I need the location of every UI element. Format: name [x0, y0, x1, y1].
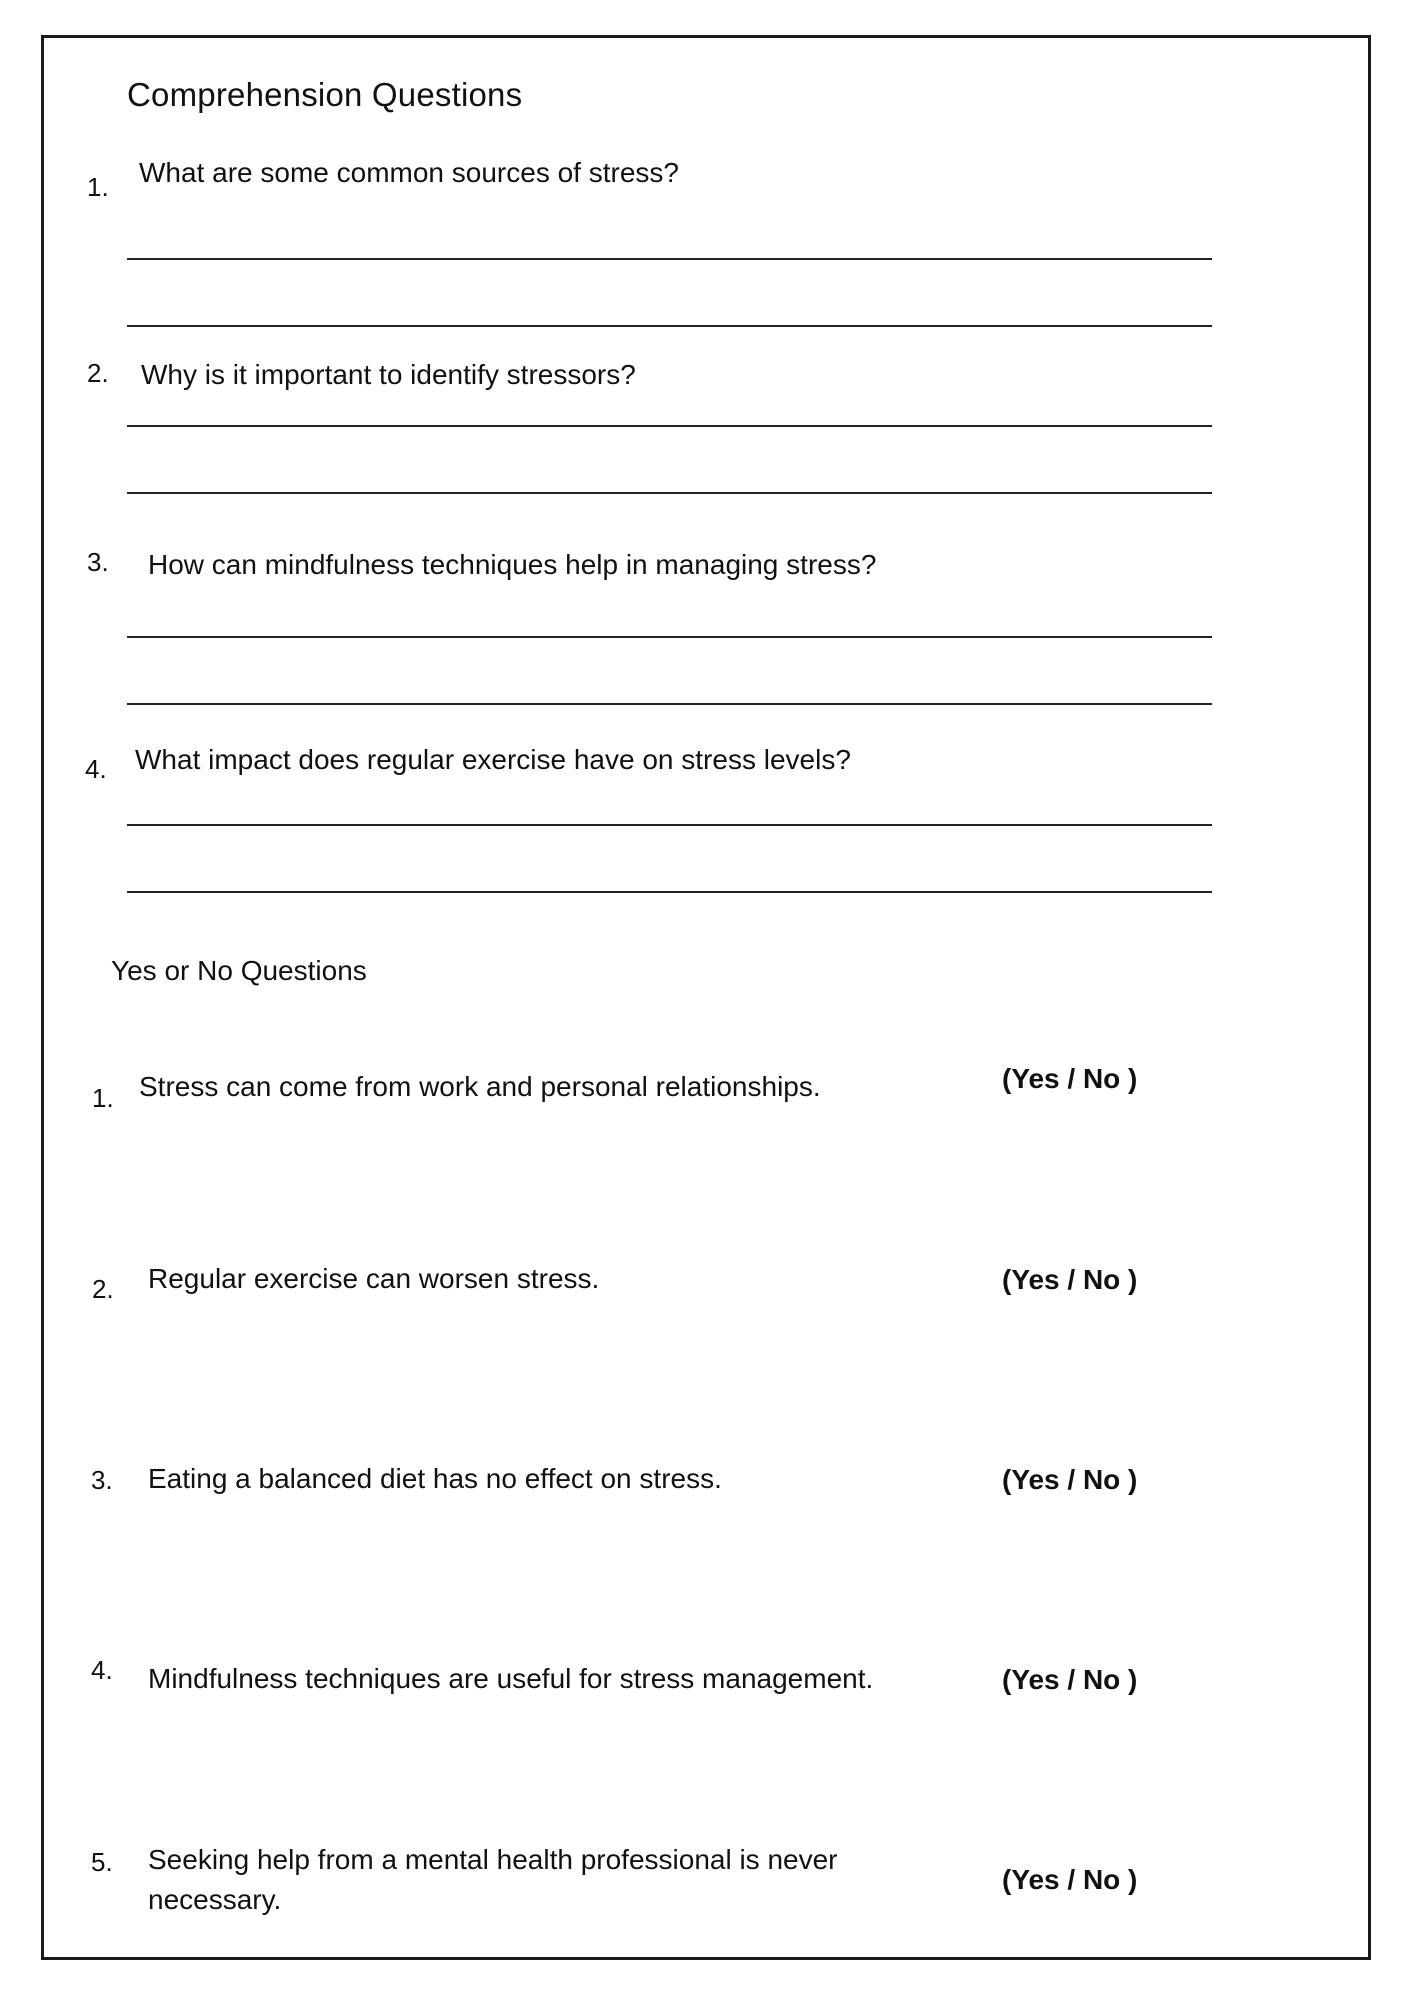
answer-line-q1-a[interactable]: [127, 258, 1212, 260]
yes-no-q2-number: 2.: [92, 1274, 114, 1304]
yes-no-q1-choice[interactable]: (Yes / No ): [1002, 1063, 1138, 1094]
yes-no-q3-text: Eating a balanced diet has no effect on stress.: [148, 1463, 722, 1494]
answer-line-q1-b[interactable]: [127, 325, 1212, 327]
yes-no-q3-number: 3.: [91, 1465, 113, 1495]
answer-line-q2-b[interactable]: [127, 492, 1212, 494]
comprehension-q3-number: 3.: [87, 547, 109, 577]
answer-line-q4-a[interactable]: [127, 824, 1212, 826]
answer-line-q3-a[interactable]: [127, 636, 1212, 638]
yes-no-q4-number: 4.: [91, 1655, 113, 1685]
yes-no-q4-choice[interactable]: (Yes / No ): [1002, 1664, 1138, 1695]
yes-no-title: Yes or No Questions: [111, 955, 367, 986]
yes-no-q4-text: Mindfulness techniques are useful for stress management.: [148, 1663, 874, 1694]
yes-no-q2-text: Regular exercise can worsen stress.: [148, 1263, 600, 1294]
answer-line-q3-b[interactable]: [127, 703, 1212, 705]
comprehension-q4-number: 4.: [85, 754, 107, 784]
yes-no-q5-choice[interactable]: (Yes / No ): [1002, 1864, 1138, 1895]
comprehension-title: Comprehension Questions: [127, 76, 523, 113]
comprehension-q1-number: 1.: [87, 172, 109, 202]
yes-no-q3-choice[interactable]: (Yes / No ): [1002, 1464, 1138, 1495]
answer-line-q4-b[interactable]: [127, 891, 1212, 893]
yes-no-q5-text: Seeking help from a mental health professional is never necessary.: [148, 1844, 838, 1915]
yes-no-q1-text: Stress can come from work and personal relationships.: [139, 1071, 821, 1102]
answer-line-q2-a[interactable]: [127, 425, 1212, 427]
comprehension-q2-text: Why is it important to identify stressors?: [141, 359, 636, 390]
yes-no-q1-number: 1.: [92, 1083, 114, 1113]
comprehension-q3-text: How can mindfulness techniques help in managing stress?: [148, 549, 877, 580]
comprehension-q4-text: What impact does regular exercise have on stress levels?: [135, 744, 851, 775]
yes-no-q5-number: 5.: [91, 1847, 113, 1877]
comprehension-q2-number: 2.: [87, 358, 109, 388]
comprehension-q1-text: What are some common sources of stress?: [139, 157, 679, 188]
yes-no-q2-choice[interactable]: (Yes / No ): [1002, 1264, 1138, 1295]
